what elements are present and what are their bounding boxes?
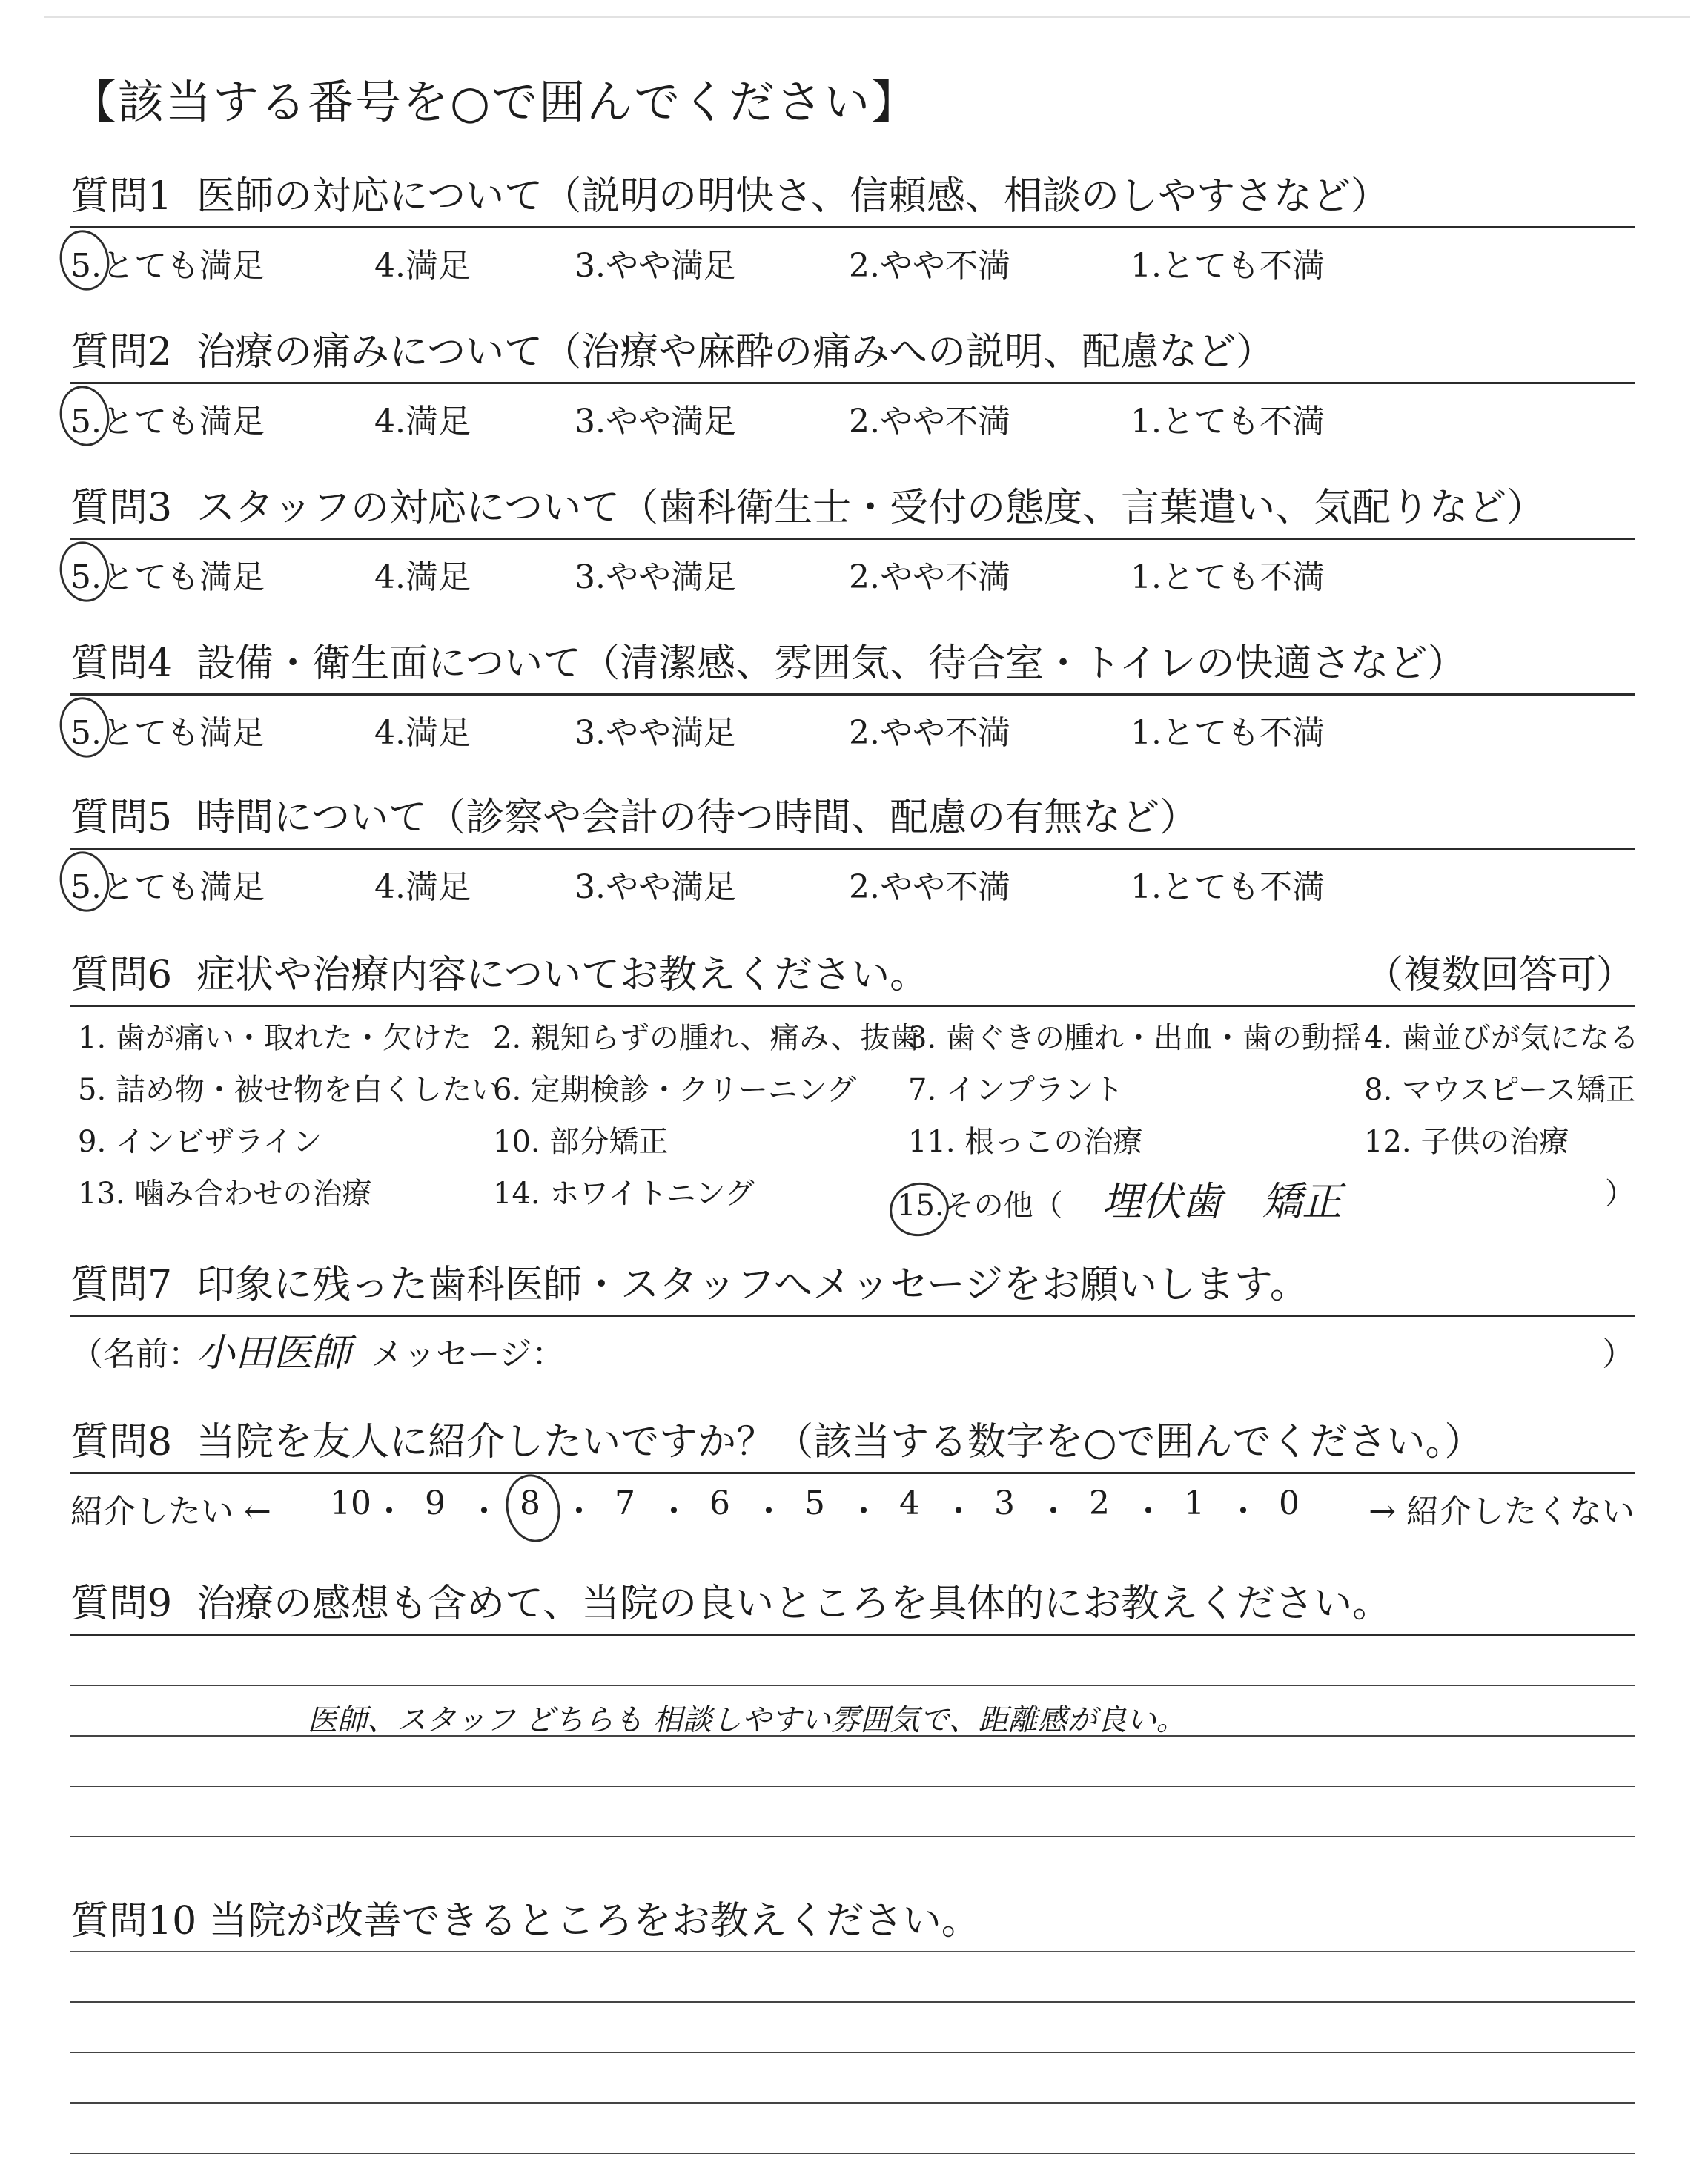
question-2 [70,320,1635,440]
symptom-option-7[interactable]: 7. インプラント [908,1073,1124,1107]
rating-option-5[interactable] [70,394,265,442]
option-15-other[interactable] [897,1170,1342,1227]
scale-separator: ・ [1132,1493,1165,1530]
rating-option-label: 5.とても満足 [70,714,265,752]
answer-line [70,2052,1635,2053]
question-7-label: 質問7 [70,1263,173,1307]
question-9-handwritten-answer: 医師、スタッフ どちらも 相談しやすい雰囲気で、距離感が良い。 [308,1703,1186,1737]
question-text: 設備・衛生面について（清潔感、雰囲気、待合室・トイレの快適さなど） [196,641,1466,686]
answer-line [70,1836,1635,1837]
option-15-close: ） [1605,1177,1635,1211]
rating-option-2[interactable] [849,550,1010,598]
symptom-option-4[interactable]: 4. 歯並びが気になる [1364,1021,1639,1055]
recommend-scale [70,1479,1635,1530]
selection-circle [500,1470,566,1548]
rating-option-label: 2.やや不満 [849,558,1010,596]
symptom-option-6[interactable]: 6. 定期検診・クリーニング [493,1073,857,1107]
question-7-text: 印象に残った歯科医師・スタッフへメッセージをお願いします。 [196,1263,1308,1307]
selection-circle [884,1177,953,1241]
rating-option-label: 5.とても満足 [70,558,265,596]
rating-option-5[interactable] [70,706,265,753]
scale-separator: ・ [563,1493,595,1530]
question-7-rule [70,1315,1635,1317]
question-6-label: 質問6 [70,953,173,997]
symptom-option-13[interactable]: 13. 噛み合わせの治療 [78,1177,372,1211]
rating-option-4[interactable] [374,550,471,598]
question-label: 質問5 [70,796,173,840]
rating-option-label: 3.やや満足 [575,558,736,596]
answer-lines[interactable] [70,2001,1635,2154]
rating-option-label: 5.とても満足 [70,868,265,906]
option-15-number: 15. [897,1189,944,1223]
scale-separator: ・ [373,1493,406,1530]
scale-separator: ・ [468,1493,500,1530]
rating-option-label: 3.やや満足 [575,714,736,752]
rating-option-label: 4.満足 [374,247,471,285]
question-rule [70,693,1635,696]
rating-option-3[interactable] [575,860,736,908]
question-rule [70,382,1635,384]
message-close: ） [1602,1335,1635,1373]
question-6 [70,943,1639,1229]
rating-option-4[interactable] [374,860,471,908]
rating-option-3[interactable] [575,239,736,286]
rating-option-4[interactable] [374,239,471,286]
question-9-rule [70,1634,1635,1636]
name-handwritten-answer: 小田医師 [196,1331,351,1375]
rating-option-label: 1.とても不満 [1131,403,1325,440]
rating-option-3[interactable] [575,550,736,598]
question-8-label: 質問8 [70,1420,173,1464]
symptom-option-12[interactable]: 12. 子供の治療 [1364,1125,1569,1159]
rating-option-label: 3.やや満足 [575,868,736,906]
rating-option-label: 2.やや不満 [849,403,1010,440]
scale-separator: ・ [942,1493,975,1530]
question-8 [70,1410,1635,1530]
symptom-option-2[interactable]: 2. 親知らずの腫れ、痛み、抜歯 [493,1021,920,1055]
rating-option-2[interactable] [849,706,1010,753]
rating-option-3[interactable] [575,706,736,753]
form-title: 【該当する番号を○で囲んでください】 [70,75,919,129]
rating-option-label: 3.やや満足 [575,247,736,285]
question-9-text: 治療の感想も含めて、当院の良いところを具体的にお教えください。 [196,1582,1391,1626]
question-label: 質問3 [70,486,173,530]
scale-separator: ・ [1037,1493,1070,1530]
rating-option-4[interactable] [374,706,471,753]
symptom-option-5[interactable]: 5. 詰め物・被せ物を白くしたい [78,1073,501,1107]
question-7 [70,1253,1635,1373]
rating-options [70,389,1635,440]
question-8-text: 当院を友人に紹介したいですか？（該当する数字を○で囲んでください。） [196,1420,1483,1464]
question-rule [70,226,1635,228]
rating-options [70,544,1635,596]
rating-option-2[interactable] [849,394,1010,442]
rating-option-label: 1.とても不満 [1131,247,1325,285]
question-3 [70,476,1635,596]
question-rule [70,538,1635,540]
question-1 [70,165,1635,285]
scale-value-2[interactable]: 2 [1089,1484,1110,1522]
question-text: 治療の痛みについて（治療や麻酔の痛みへの説明、配慮など） [196,330,1275,374]
answer-lines[interactable] [70,1685,1635,1837]
rating-option-label: 1.とても不満 [1131,558,1325,596]
rating-option-3[interactable] [575,394,736,442]
rating-option-1[interactable] [1131,706,1325,753]
rating-option-label: 1.とても不満 [1131,868,1325,906]
question-9-label: 質問9 [70,1582,173,1626]
scale-separator: ・ [1227,1493,1260,1530]
question-text: スタッフの対応について（歯科衛生士・受付の態度、言葉遣い、気配りなど） [196,486,1546,530]
question-4 [70,632,1635,752]
question-label: 質問4 [70,641,173,686]
question-label: 質問2 [70,330,173,374]
rating-option-label: 4.満足 [374,714,471,752]
symptom-option-3[interactable]: 3. 歯ぐきの腫れ・出血・歯の動揺 [908,1021,1361,1055]
scan-edge-line [44,16,1690,18]
scale-left-label: 紹介したい ← [70,1493,271,1530]
scale-value-7[interactable]: 7 [615,1484,635,1522]
rating-options [70,700,1635,752]
scale-right-label: → 紹介したくない [1368,1493,1635,1530]
symptom-option-9[interactable]: 9. インビザライン [78,1125,322,1159]
answer-line [70,2001,1635,2003]
rating-option-label: 4.満足 [374,403,471,440]
other-handwritten-answer: 埋伏歯 矯正 [1102,1178,1343,1225]
rating-option-1[interactable] [1131,860,1325,908]
question-10-text: 当院が改善できるところをお教えください。 [208,1899,980,1943]
symptom-option-1[interactable]: 1. 歯が痛い・取れた・欠けた [78,1021,471,1055]
question-6-rule [70,1005,1635,1007]
rating-option-1[interactable] [1131,550,1325,598]
rating-option-1[interactable] [1131,394,1325,442]
scale-value-4[interactable]: 4 [899,1484,920,1522]
question-10-label: 質問10 [70,1899,197,1943]
message-label: メッセージ： [371,1335,565,1373]
rating-option-label: 1.とても不満 [1131,714,1325,752]
question-text: 時間について（診察や会計の待つ時間、配慮の有無など） [196,796,1199,840]
answer-line [70,2153,1635,2154]
rating-option-2[interactable] [849,860,1010,908]
symptom-option-14[interactable]: 14. ホワイトニング [493,1177,755,1211]
rating-option-1[interactable] [1131,239,1325,286]
scale-value-0[interactable]: 0 [1279,1484,1300,1522]
scale-value-3[interactable]: 3 [994,1484,1015,1522]
rating-option-label: 2.やや不満 [849,247,1010,285]
scale-value-10[interactable]: 10 [330,1484,371,1522]
answer-line [70,2102,1635,2104]
answer-line [70,1685,1635,1686]
rating-option-label: 4.満足 [374,868,471,906]
question-label: 質問1 [70,174,173,219]
question-9 [70,1572,1635,1837]
question-5 [70,786,1635,906]
scale-separator: ・ [658,1493,690,1530]
rating-option-label: 3.やや満足 [575,403,736,440]
rating-option-label: 5.とても満足 [70,247,265,285]
rating-option-5[interactable] [70,239,265,286]
rating-option-4[interactable] [374,394,471,442]
scale-value-8[interactable]: 8 [520,1484,540,1522]
answer-line [70,1786,1635,1787]
question-text: 医師の対応について（説明の明快さ、信頼感、相談のしやすさなど） [196,174,1390,219]
option-15-label: その他（ [944,1189,1063,1223]
symptom-options [70,1014,1639,1229]
scale-value-9[interactable]: 9 [425,1484,446,1522]
question-10-rule [70,1951,1635,1952]
symptom-option-10[interactable]: 10. 部分矯正 [493,1125,669,1159]
rating-option-label: 2.やや不満 [849,714,1010,752]
rating-option-5[interactable] [70,550,265,598]
multiple-answers-note: （複数回答可） [1364,953,1635,997]
scale-value-6[interactable]: 6 [709,1484,730,1522]
rating-option-label: 5.とても満足 [70,403,265,440]
symptom-option-11[interactable]: 11. 根っこの治療 [908,1125,1143,1159]
message-row[interactable] [70,1321,1635,1373]
rating-option-5[interactable] [70,860,265,908]
question-6-text: 症状や治療内容についてお教えください。 [196,953,929,997]
question-rule [70,848,1635,850]
name-label: （名前： [70,1335,201,1373]
rating-options [70,854,1635,906]
scale-value-1[interactable]: 1 [1184,1484,1205,1522]
rating-options [70,233,1635,285]
rating-option-label: 4.満足 [374,558,471,596]
scale-value-5[interactable]: 5 [804,1484,825,1522]
scale-separator: ・ [847,1493,880,1530]
scale-separator: ・ [752,1493,785,1530]
question-10 [70,1889,1635,2154]
symptom-option-8[interactable]: 8. マウスピース矯正 [1364,1073,1636,1107]
rating-option-label: 2.やや不満 [849,868,1010,906]
question-8-rule [70,1472,1635,1474]
rating-option-2[interactable] [849,239,1010,286]
